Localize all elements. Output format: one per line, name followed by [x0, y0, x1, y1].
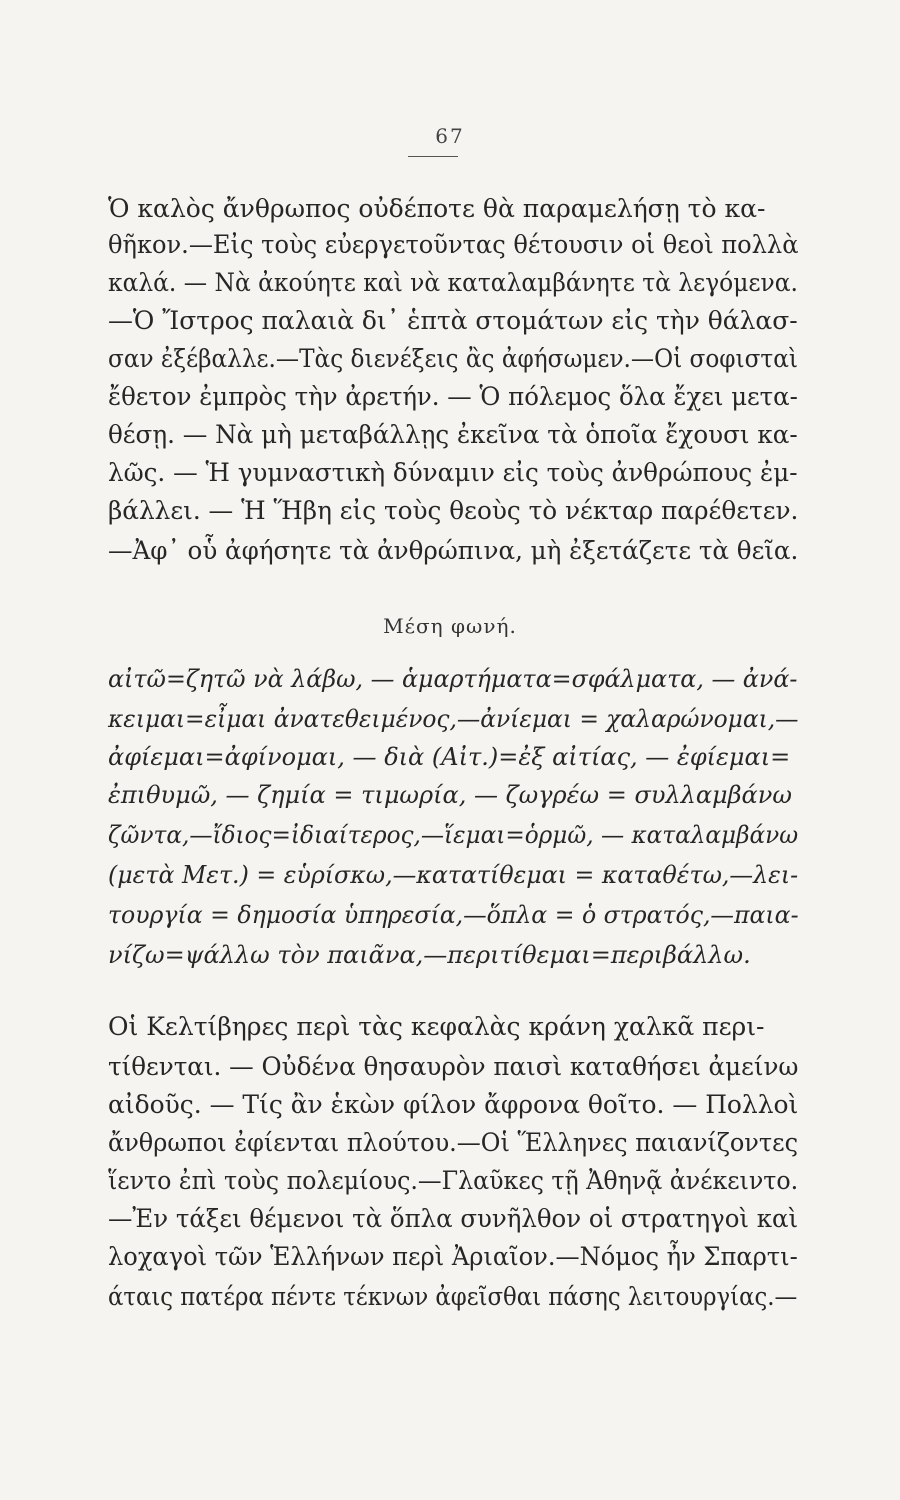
paragraph2-line: άταις πατέρα πέντε τέκνων ἀφεῖσθαι πάσης λειτουργίας.—	[108, 1282, 798, 1311]
paragraph2-line: ἄνθρωποι ἐφίενται πλούτου.—Οἱ Ἕλληνες παιανίζοντες	[108, 1128, 799, 1157]
vocabulary-line: κειμαι=εἶμαι ἀνατεθειμένος,—ἀνίεμαι = χαλαρώνομαι,—	[108, 705, 799, 733]
paragraph1-line: θῆκον.—Εἰς τοὺς εὐεργετοῦντας θέτουσιν οἱ θεοὶ πολλὰ	[108, 230, 799, 259]
vocabulary-line: ἀφίεμαι=ἀφίνομαι, — διὰ (Αἰτ.)=ἐξ αἰτίας, — ἐφίεμαι=	[108, 743, 791, 771]
paragraph2-line: —Ἐν τάξει θέμενοι τὰ ὅπλα συνῆλθον οἱ στρατηγοὶ καὶ	[108, 1204, 799, 1233]
paragraph1-line: Ὁ καλὸς ἄνθρωπος οὐδέποτε θὰ παραμελήσῃ τὸ κα-	[108, 194, 766, 223]
paragraph2-line: τίθενται. — Οὐδένα θησαυρὸν παισὶ καταθήσει ἀμείνω	[108, 1052, 799, 1081]
paragraph2-line: αἰδοῦς. — Τίς ἂν ἑκὼν φίλον ἄφρονα θοῖτο. — Πολλοὶ	[108, 1090, 799, 1119]
paragraph1-line: σαν ἐξέβαλλε.—Τὰς διενέξεις ἂς ἀφήσωμεν.—Οἱ σοφισταὶ	[108, 344, 798, 373]
vocabulary-line: ζῶντα,—ἴδιος=ἰδιαίτερος,—ἵεμαι=ὁρμῶ, — καταλαμβάνω	[108, 821, 799, 849]
paragraph1-line: βάλλει. — Ἡ Ἥβη εἰς τοὺς θεοὺς τὸ νέκταρ παρέθετεν.	[108, 496, 799, 525]
paragraph1-line: λῶς. — Ἡ γυμναστικὴ δύναμιν εἰς τοὺς ἀνθρώπους ἐμ-	[108, 458, 798, 487]
page-number-rule	[408, 156, 458, 157]
vocabulary-line: τουργία = δημοσία ὑπηρεσία,—ὅπλα = ὁ στρατός,—παια-	[108, 901, 799, 929]
paragraph1-line: —Ἀφ᾽ οὗ ἀφήσητε τὰ ἀνθρώπινα, μὴ ἐξετάζετε τὰ θεῖα.	[108, 536, 799, 565]
paragraph2-line: λοχαγοὶ τῶν Ἑλλήνων περὶ Ἀριαῖον.—Νόμος ἦν Σπαρτι-	[108, 1242, 798, 1271]
paragraph1-line: —Ὁ Ἴστρος παλαιὰ δι᾽ ἑπτὰ στομάτων εἰς τὴν θάλασ-	[108, 306, 798, 335]
vocabulary-line: (μετὰ Μετ.) = εὑρίσκω,—κατατίθεμαι = καταθέτω,—λει-	[108, 861, 799, 889]
paragraph2-line: ἵεντο ἐπὶ τοὺς πολεμίους.—Γλαῦκες τῇ Ἀθηνᾷ ἀνέκειντο.	[108, 1166, 799, 1195]
page-number: 67	[435, 124, 465, 148]
paragraph1-line: θέσῃ. — Νὰ μὴ μεταβάλλῃς ἐκεῖνα τὰ ὁποῖα ἔχουσι κα-	[108, 420, 798, 449]
paragraph2-line: Οἱ Κελτίβηρες περὶ τὰς κεφαλὰς κράνη χαλκᾶ περι-	[108, 1012, 765, 1041]
paragraph1-line: καλά. — Νὰ ἀκούητε καὶ νὰ καταλαμβάνητε τὰ λεγόμενα.	[108, 268, 798, 297]
vocabulary-line: ἐπιθυμῶ, — ζημία = τιμωρία, — ζωγρέω = συλλαμβάνω	[108, 781, 792, 809]
section-heading: Μέση φωνή.	[383, 614, 517, 638]
vocabulary-line: νίζω=ψάλλω τὸν παιᾶνα,—περιτίθεμαι=περιβάλλω.	[108, 941, 751, 969]
paragraph1-line: ἔθετον ἐμπρὸς τὴν ἀρετήν. — Ὁ πόλεμος ὅλα ἔχει μετα-	[108, 382, 798, 411]
vocabulary-line: αἰτῶ=ζητῶ νὰ λάβω, — ἁμαρτήματα=σφάλματα, — ἀνά-	[108, 665, 798, 693]
